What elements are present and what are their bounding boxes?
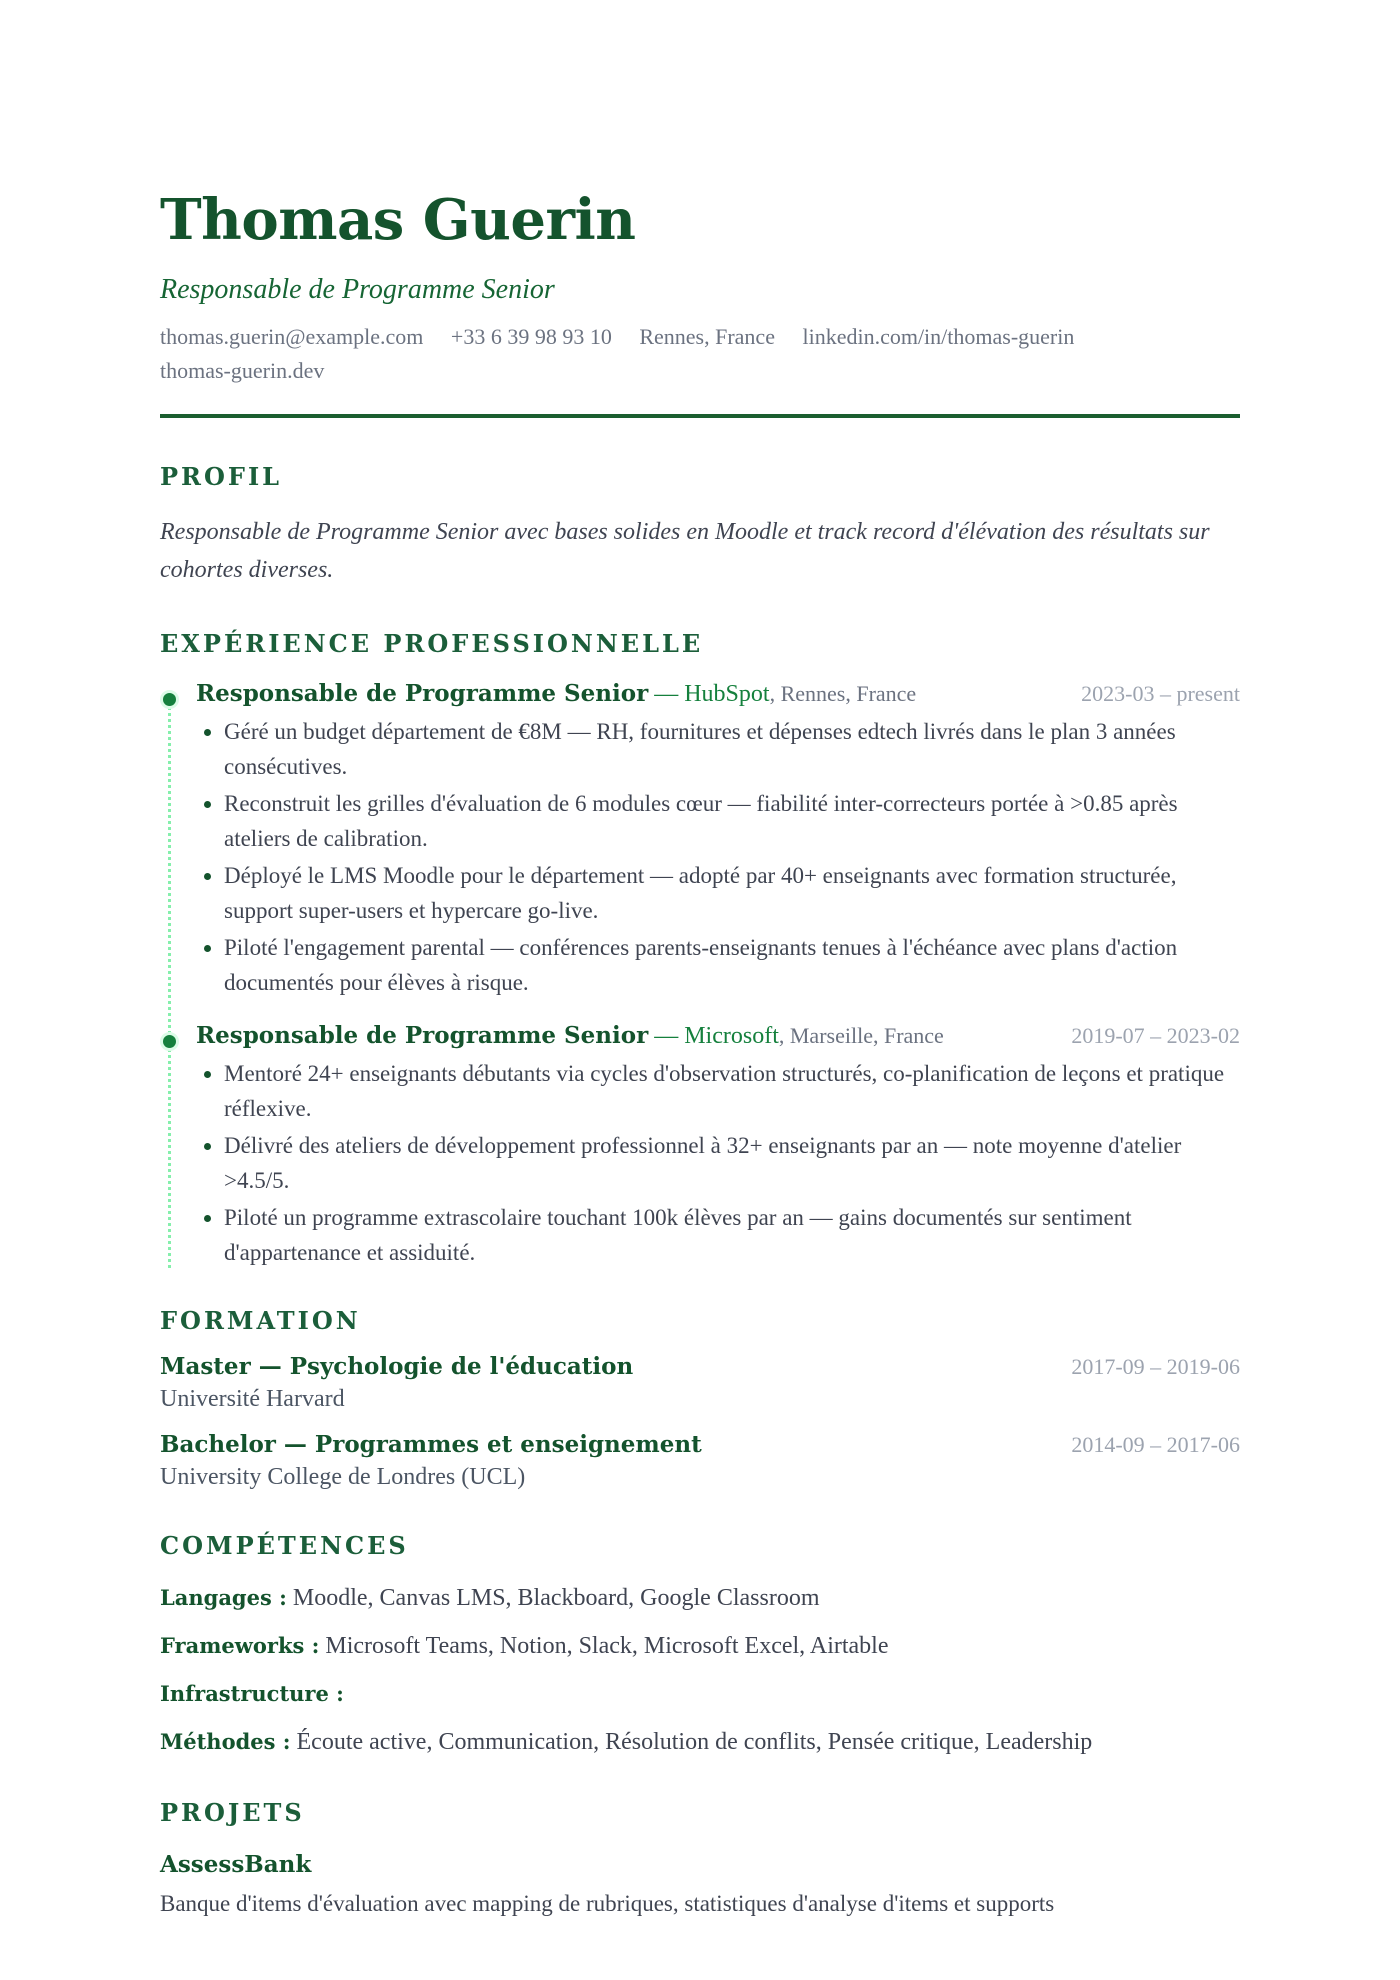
contact-website[interactable]: thomas-guerin.dev: [160, 357, 325, 383]
education-school: Université Harvard: [160, 1385, 345, 1412]
job-header: [196, 1022, 1240, 1050]
education-school: University College de Londres (UCL): [160, 1463, 526, 1490]
skill-line: [160, 1630, 1240, 1662]
project-description: Banque d'items d'évaluation avec mapping de rubriques, statistiques d'analyse d'items et supports: [160, 1890, 1055, 1916]
section-title-profile: PROFIL: [160, 461, 283, 491]
skill-label: Méthodes :: [160, 1728, 291, 1754]
job-dates: 2023-03 – present: [1081, 680, 1240, 706]
job-entry: [160, 680, 1240, 1000]
project-name: AssessBank: [160, 1850, 312, 1878]
achievement-item: • Délivré des ateliers de développement professionnel à 32+ enseignants par an — note moyenne d'atelier >4.5/5.: [224, 1128, 1240, 1198]
section-title-experience: EXPÉRIENCE PROFESSIONNELLE: [160, 628, 704, 658]
achievement-item: • Mentoré 24+ enseignants débutants via cycles d'observation structurés, co-planification de leçons et pratique réflexive.: [224, 1056, 1240, 1126]
timeline-dot-icon: [160, 690, 179, 709]
job-header: [196, 680, 1240, 708]
job-separator: —: [648, 680, 685, 707]
achievement-item: • Piloté l'engagement parental — conférences parents-enseignants tenues à l'échéance avec plans d'action documentés pour élèves à risque.: [224, 930, 1240, 1000]
skill-line: [160, 1726, 1240, 1758]
contact-email[interactable]: thomas.guerin@example.com: [160, 323, 424, 349]
skill-value: Moodle, Canvas LMS, Blackboard, Google Classroom: [286, 1584, 820, 1611]
resume-page: [160, 187, 1240, 1921]
skill-label: Infrastructure :: [160, 1680, 344, 1706]
job-location: , Marseille, France: [778, 1022, 944, 1048]
job-separator: —: [648, 1022, 685, 1049]
achievement-item: • Géré un budget département de €8M — RH, fournitures et dépenses edtech livrés dans le plan 3 années consécutives.: [224, 714, 1240, 784]
candidate-name: Thomas Guerin: [160, 187, 636, 253]
experience-timeline: [160, 680, 1240, 1270]
achievement-item: • Déployé le LMS Moodle pour le département — adopté par 40+ enseignants avec formation structurée, support super-users et hypercare go-live.: [224, 858, 1240, 928]
job-entry: [160, 1022, 1240, 1270]
skill-label: Langages :: [160, 1584, 287, 1610]
education-degree: Master — Psychologie de l'éducation: [160, 1352, 634, 1380]
skill-line: [160, 1678, 1240, 1710]
header-divider: [160, 414, 1240, 418]
contact-location: Rennes, France: [639, 323, 775, 349]
education-dates: 2014-09 – 2017-06: [1071, 1431, 1240, 1457]
education-entry: [160, 1431, 1240, 1491]
job-company: Microsoft: [684, 1022, 779, 1049]
contact-phone[interactable]: +33 6 39 98 93 10: [450, 323, 612, 349]
job-achievements: [196, 1056, 1240, 1270]
job-achievements: [196, 714, 1240, 1000]
section-title-skills: COMPÉTENCES: [160, 1530, 409, 1560]
achievement-item: • Reconstruit les grilles d'évaluation de 6 modules cœur — fiabilité inter-correcteurs portée à >0.85 après ateliers de calibration.: [224, 786, 1240, 856]
achievement-item: • Piloté un programme extrascolaire touchant 100k élèves par an — gains documentés sur sentiment d'appartenance et assiduité.: [224, 1200, 1240, 1270]
skill-value: Écoute active, Communication, Résolution de conflits, Pensée critique, Leadership: [290, 1728, 1093, 1755]
job-location: , Rennes, France: [769, 680, 917, 706]
education-dates: 2017-09 – 2019-06: [1071, 1353, 1240, 1379]
timeline-dot-icon: [160, 1032, 179, 1051]
job-title: Responsable de Programme Senior: [196, 679, 649, 707]
skill-value: Microsoft Teams, Notion, Slack, Microsoft Excel, Airtable: [319, 1632, 889, 1659]
skill-line: [160, 1582, 1240, 1614]
job-company: HubSpot: [684, 680, 770, 707]
contact-linkedin[interactable]: linkedin.com/in/thomas-guerin: [802, 323, 1075, 349]
education-degree: Bachelor — Programmes et enseignement: [160, 1430, 702, 1458]
contact-info: [160, 320, 1120, 388]
section-title-education: FORMATION: [160, 1305, 361, 1335]
section-title-projects: PROJETS: [160, 1797, 305, 1827]
skill-label: Frameworks :: [160, 1632, 320, 1658]
candidate-tagline: Responsable de Programme Senior: [160, 273, 555, 305]
job-dates: 2019-07 – 2023-02: [1071, 1022, 1240, 1048]
skills-list: [160, 1582, 1240, 1758]
job-title: Responsable de Programme Senior: [196, 1021, 649, 1049]
education-entry: [160, 1353, 1240, 1413]
profile-summary: Responsable de Programme Senior avec bases solides en Moodle et track record d'élévation des résultats sur cohortes diverses.: [160, 518, 1210, 583]
